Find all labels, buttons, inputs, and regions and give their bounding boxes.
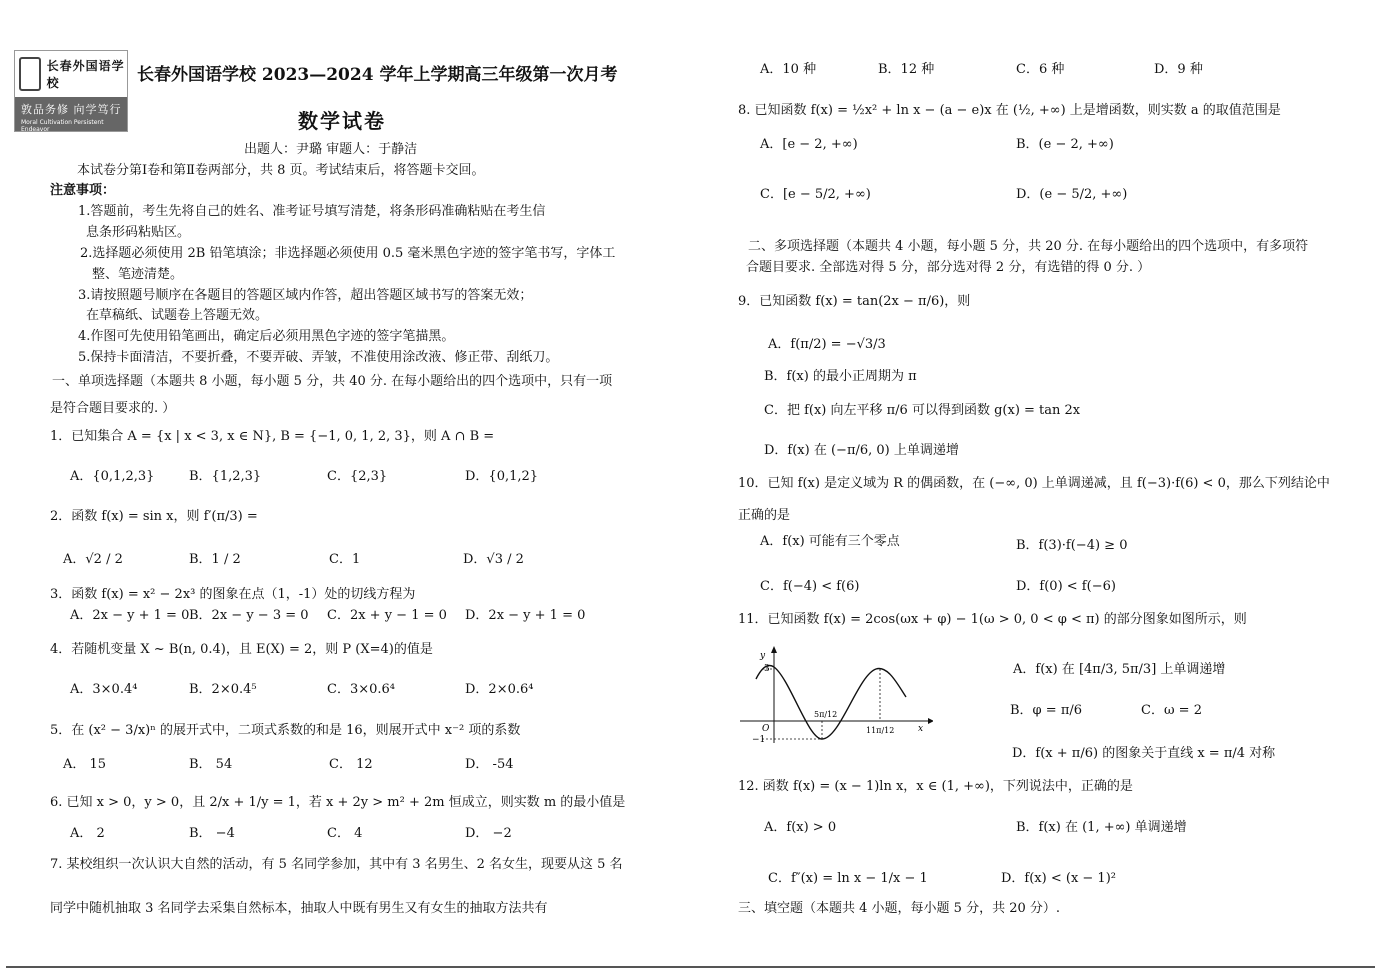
notice-line: 在草稿纸、试题卷上答题无效。 <box>86 308 269 323</box>
q11-option-b: B．φ = π/6 <box>1010 703 1083 718</box>
q8-option-a: A．[e − 2, +∞) <box>760 137 858 152</box>
q10-stem: 10．已知 f(x) 是定义域为 R 的偶函数，在 (−∞, 0) 上单调递减，且 f(−3)·f(6) < 0，那么下列结论中 <box>738 476 1330 491</box>
q6-stem: 6. 已知 x > 0，y > 0，且 2/x + 1/y = 1，若 x + 2y > m² + 2m 恒成立，则实数 m 的最小值是 <box>50 795 626 810</box>
q5-stem: 5．在 (x² − 3/x)ⁿ 的展开式中，二项式系数的和是 16，则展开式中 x⁻² 项的系数 <box>50 723 521 738</box>
q4-stem: 4．若随机变量 X ~ B(n, 0.4)，且 E(X) = 2，则 P (X=4)的值是 <box>50 642 433 657</box>
q8-option-c: C．[e − 5/2, +∞) <box>760 187 871 202</box>
intro: 本试卷分第Ⅰ卷和第Ⅱ卷两部分，共 8 页。考试结束后，将答题卡交回。 <box>77 163 485 178</box>
x-axis-label: x <box>918 724 924 734</box>
q9-option-c: C．把 f(x) 向左平移 π/6 可以得到函数 g(x) = tan 2x <box>764 403 1081 418</box>
notice-line: 1.答题前，考生先将自己的姓名、准考证号填写清楚，将条形码准确粘贴在考生信 <box>78 204 546 219</box>
logo-motto: 敦品务修 向学笃行 <box>21 103 122 116</box>
q2-stem: 2．函数 f(x) = sin x，则 f′(π/3) = <box>50 509 258 524</box>
q9-option-d: D．f(x) 在 (−π/6, 0) 上单调递增 <box>764 443 959 458</box>
q4-option-a: A．3×0.4⁴ <box>70 682 138 697</box>
q1-option-d: D．{0,1,2} <box>465 469 539 484</box>
logo-name: 长春外国语学校 <box>46 59 125 90</box>
q2-option-d: D．√3 / 2 <box>463 552 524 567</box>
paper-title: 数学试卷 <box>298 109 386 133</box>
q10-option-a: A．f(x) 可能有三个零点 <box>760 534 900 549</box>
y-tick-bottom: −1 <box>752 735 766 745</box>
section2-heading: 二、多项选择题（本题共 4 小题，每小题 5 分，共 20 分. 在每小题给出的四个选项中，有多项符 <box>748 239 1309 254</box>
q4-option-c: C．3×0.6⁴ <box>327 682 395 697</box>
q6-option-d: D． −2 <box>465 826 512 841</box>
q12-option-a: A．f(x) > 0 <box>764 820 837 835</box>
q7-option-c: C．6 种 <box>1016 62 1065 77</box>
right-column <box>688 0 1375 971</box>
notice-line: 2.选择题必须使用 2B 铅笔填涂；非选择题必须使用 0.5 毫米黑色字迹的签字笔书写，字体工 <box>80 246 616 261</box>
q5-option-c: C． 12 <box>329 757 373 772</box>
q1-option-b: B．{1,2,3} <box>189 469 262 484</box>
q1-option-c: C．{2,3} <box>327 469 388 484</box>
q11-option-a: A．f(x) 在 [4π/3, 5π/3] 上单调递增 <box>1013 662 1226 677</box>
notice-line: 整、笔迹清楚。 <box>92 267 184 282</box>
q10-option-b: B．f(3)·f(−4) ≥ 0 <box>1016 538 1128 553</box>
q11-option-c: C．ω = 2 <box>1141 703 1202 718</box>
q8-option-d: D．(e − 5/2, +∞) <box>1016 187 1128 202</box>
notice-line: 4.作图可先使用铅笔画出，确定后必须用黑色字迹的签字笔描黑。 <box>78 329 455 344</box>
q7-stem: 7. 某校组织一次认识大自然的活动，有 5 名同学参加，其中有 3 名男生、2 名女生，现要从这 5 名 <box>50 857 623 872</box>
q6-option-b: B． −4 <box>189 826 235 841</box>
q3-option-b: B．2x − y − 3 = 0 <box>189 608 309 623</box>
q7-option-d: D．9 种 <box>1154 62 1203 77</box>
q2-option-a: A．√2 / 2 <box>63 552 123 567</box>
q4-option-d: D．2×0.6⁴ <box>465 682 534 697</box>
seal-icon <box>19 57 41 91</box>
q5-option-d: D． -54 <box>465 757 514 772</box>
q3-option-c: C．2x + y − 1 = 0 <box>327 608 447 623</box>
q4-option-b: B．2×0.4⁵ <box>189 682 257 697</box>
notice-line: 3.请按照题号顺序在各题目的答题区域内作答，超出答题区域书写的答案无效； <box>78 288 533 303</box>
q7-stem-2: 同学中随机抽取 3 名同学去采集自然标本，抽取人中既有男生又有女生的抽取方法共有 <box>50 901 548 916</box>
q11-option-d: D．f(x + π/6) 的图象关于直线 x = π/4 对称 <box>1012 746 1276 761</box>
q3-option-d: D．2x − y + 1 = 0 <box>465 608 586 623</box>
q9-option-b: B．f(x) 的最小正周期为 π <box>764 369 917 384</box>
q3-option-a: A．2x − y + 1 = 0 <box>70 608 190 623</box>
cosine-graph <box>738 645 933 745</box>
x-tick-2: 11π/12 <box>866 726 895 735</box>
page-bottom-rule <box>6 966 1375 968</box>
y-tick-top: 3 <box>764 664 770 674</box>
q12-option-b: B．f(x) 在 (1, +∞) 单调递增 <box>1016 820 1187 835</box>
q6-option-c: C． 4 <box>327 826 363 841</box>
y-axis-arrow <box>771 646 777 653</box>
notice-heading: 注意事项： <box>50 183 116 198</box>
section1-heading-2: 是符合题目要求的. ） <box>50 401 176 416</box>
notice-line: 息条形码粘贴区。 <box>86 225 191 240</box>
q9-option-a: A．f(π/2) = −√3/3 <box>768 337 886 352</box>
x-axis-arrow <box>928 718 933 724</box>
q10-option-d: D．f(0) < f(−6) <box>1016 579 1116 594</box>
q10-stem-2: 正确的是 <box>738 508 791 523</box>
q5-option-b: B． 54 <box>189 757 233 772</box>
q10-option-c: C．f(−4) < f(6) <box>760 579 860 594</box>
section2-heading-2: 合题目要求. 全部选对得 5 分，部分选对得 2 分，有选错的得 0 分. ） <box>746 260 1151 275</box>
q12-option-c: C．f″(x) = ln x − 1/x − 1 <box>768 871 928 886</box>
q5-option-a: A． 15 <box>63 757 107 772</box>
school-logo <box>14 50 128 132</box>
q6-option-a: A． 2 <box>70 826 105 841</box>
q8-stem: 8. 已知函数 f(x) = ½x² + ln x − (a − e)x 在 (½, +∞) 上是增函数，则实数 a 的取值范围是 <box>738 103 1281 118</box>
y-axis-label: y <box>760 651 766 661</box>
q7-option-a: A．10 种 <box>760 62 817 77</box>
logo-motto-en: Moral Cultivation Persistent Endeavor <box>21 119 104 133</box>
origin-label: O <box>762 724 770 734</box>
school-title: 长春外国语学校 2023—2024 学年上学期高三年级第一次月考 <box>137 65 618 85</box>
q3-stem: 3．函数 f(x) = x² − 2x³ 的图象在点（1，-1）处的切线方程为 <box>50 587 416 602</box>
q2-option-b: B．1 / 2 <box>189 552 241 567</box>
authors: 出题人：尹璐 审题人：于静洁 <box>244 142 418 157</box>
q12-option-d: D．f(x) < (x − 1)² <box>1001 871 1116 886</box>
q7-option-b: B．12 种 <box>878 62 935 77</box>
q1-option-a: A．{0,1,2,3} <box>70 469 155 484</box>
q9-stem: 9．已知函数 f(x) = tan(2x − π/6)，则 <box>738 294 971 309</box>
q1-stem: 1．已知集合 A = {x | x < 3, x ∈ N}, B = {−1, 0, 1, 2, 3}，则 A ∩ B = <box>50 429 495 444</box>
notice-line: 5.保持卡面清洁，不要折叠，不要弄破、弄皱，不准使用涂改液、修正带、刮纸刀。 <box>78 350 559 365</box>
x-tick-1: 5π/12 <box>814 710 838 719</box>
q2-option-c: C．1 <box>329 552 361 567</box>
q12-stem: 12. 函数 f(x) = (x − 1)ln x，x ∈ (1, +∞)，下列说法中，正确的是 <box>738 779 1133 794</box>
section3-heading: 三、填空题（本题共 4 小题，每小题 5 分，共 20 分）. <box>738 901 1061 916</box>
section1-heading: 一、单项选择题（本题共 8 小题，每小题 5 分，共 40 分. 在每小题给出的四个选项中，只有一项 <box>52 374 613 389</box>
q11-stem: 11．已知函数 f(x) = 2cos(ωx + φ) − 1(ω > 0, 0 < φ < π) 的部分图象如图所示，则 <box>738 612 1247 627</box>
q8-option-b: B．(e − 2, +∞) <box>1016 137 1114 152</box>
